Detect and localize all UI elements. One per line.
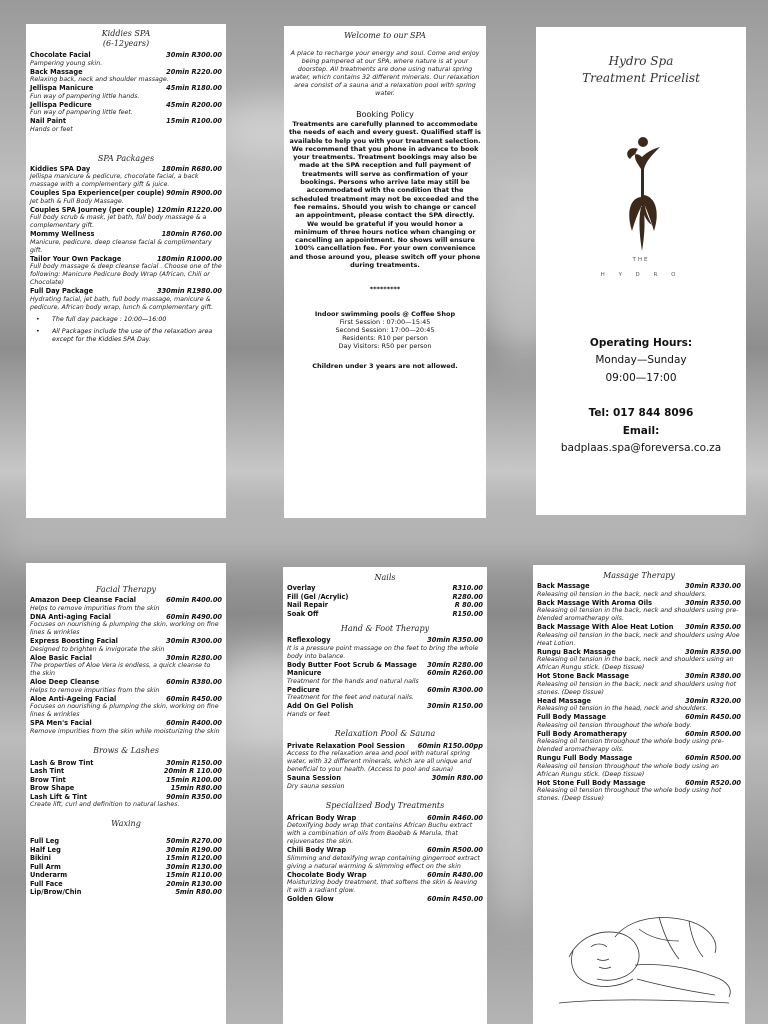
treatment-desc: Dry sauna session [287, 782, 345, 790]
price-row [30, 165, 222, 174]
treatment-name: Rungu Full Body Massage [537, 754, 633, 762]
treatment-name: Brow Shape [30, 784, 75, 792]
treatment-desc: Access to the relaxation area and pool with natural spring water, with 32 different minerals, which are all unique and beneficial to your health. (Access to pool and sauna) [287, 750, 472, 773]
price-row [287, 669, 483, 678]
treatment-price: 60min R450.00 [427, 895, 483, 903]
price-row [30, 84, 222, 93]
treatment-name: Overlay [287, 584, 316, 592]
price-row [30, 678, 222, 687]
treatment-name: Brow Tint [30, 775, 66, 784]
price-row [287, 871, 483, 880]
price-row [30, 880, 222, 889]
treatment-price: 30min R330.00 [685, 582, 741, 590]
price-row [287, 610, 483, 619]
price-row [30, 255, 222, 264]
treatment-price: 180min R680.00 [161, 164, 222, 173]
kiddies-packages-panel [26, 24, 226, 518]
treatment-name: Aloe Basic Facial [30, 653, 92, 662]
treatment-name: Soak Off [287, 609, 319, 618]
treatment-name: Underarm [30, 871, 68, 879]
treatment-price: 60min R300.00 [427, 685, 483, 694]
price-row [30, 784, 222, 793]
treatment-price: 30min R300.00 [166, 637, 222, 645]
facial-panel [26, 563, 226, 1024]
treatment-price: 30min R350.00 [427, 636, 483, 644]
hydro-logo-icon [622, 135, 662, 253]
treatment-name: Back Massage With Aroma Oils [537, 598, 653, 607]
pools-line: Residents: R10 per person [342, 333, 428, 342]
cover-panel [536, 27, 746, 515]
treatment-name: Jellispa Manicure [30, 84, 94, 92]
treatment-name: Lip/Brow/Chin [30, 888, 82, 896]
treatment-name: Golden Glow [287, 895, 334, 903]
treatment-desc: Releasing oil tension in the back, neck and shoulders. [537, 590, 707, 598]
treatment-desc: Hydrating facial, jet bath, full body massage, manicure & pedicure, African body wrap, lunch & complementary gift. [30, 295, 214, 311]
treatment-name: Full Body Massage [537, 713, 607, 721]
price-row [30, 230, 222, 239]
treatment-name: Lash & Brow Tint [30, 758, 94, 767]
treatment-name: Pedicure [287, 685, 320, 694]
price-row [287, 814, 483, 823]
treatment-name: Nail Paint [30, 117, 66, 125]
price-row [537, 754, 741, 763]
treatment-name: Full Face [30, 879, 63, 888]
treatment-price: 15min R100.00 [166, 117, 222, 125]
waxing-heading: Waxing [111, 819, 141, 828]
treatment-name: Jellispa Pedicure [30, 100, 92, 109]
booking-text: Treatments are carefully planned to accommodate the needs of each and every guest. Qualified staff is available to help you with your treatment selection. We recommend that you phone in advance to book your treatments. Treatment bookings may also be made at the SPA reception and full payment of treatments will serve as confirmation of your bookings. Persons who arrive late may still be accommodated with the condition that the scheduled treatment may not be exceeded and the fee remains. Should you wish to change or cancel an appointment, please contact the SPA directly. We would be grateful if you would honor a minimum of three hours notice when changing or cancelling an appointment. No shows will ensure 100% cancellation fee. For your own convenience and those around you, please switch off your phone during treatments. [289, 120, 481, 270]
treatment-price: 45min R200.00 [166, 100, 222, 109]
massage-sketch-icon [539, 907, 739, 1019]
treatment-price: 60min R490.00 [166, 612, 222, 621]
treatment-price: 30min R150.00 [166, 758, 222, 767]
price-row [537, 582, 741, 591]
price-row [287, 584, 483, 593]
treatment-price: 60min R520.00 [685, 778, 741, 787]
treatment-price: 15min R110.00 [166, 871, 222, 879]
pools-line: First Session : 07:00—15:45 [339, 317, 431, 326]
treatment-desc: It is a pressure point massage on the feet to bring the whole body into balance. [287, 644, 479, 660]
pools-heading: Indoor swimming pools @ Coffee Shop [314, 309, 456, 318]
treatment-name: African Body Wrap [287, 813, 357, 822]
price-row [537, 623, 741, 632]
bullet-item: • The full day package : 10:00—16:00 [36, 315, 167, 323]
price-row [537, 672, 741, 681]
brows-desc: Create lift, curl and definition to natural lashes. [30, 801, 180, 808]
treatment-price: 60min R500.00 [685, 729, 741, 738]
price-row [30, 776, 222, 785]
treatment-name: Full Body Aromatherapy [537, 729, 627, 738]
cover-title-line2: Treatment Pricelist [582, 71, 700, 85]
price-row [287, 895, 483, 904]
welcome-text: A place to recharge your energy and soul. Come and enjoy being pampered at our SPA, where nature is at your doorstep. All treatments are done using natural spring water, which contains 32 different minerals. Our relaxation area consist of a sauna and a relaxation pool with spring water. [290, 49, 480, 97]
treatment-price: 5min R80.00 [175, 888, 222, 896]
treatment-desc: Slimming and detoxifying wrap containing gingerroot extract giving a natural warming & slimming effect on the skin [287, 854, 480, 870]
treatment-desc: Releasing oil tension throughout the whole body. [537, 721, 692, 729]
treatment-price: 30min R190.00 [166, 845, 222, 854]
price-row [30, 854, 222, 863]
price-row [30, 613, 222, 622]
treatment-name: Kiddies SPA Day [30, 164, 91, 173]
treatment-desc: The properties of Aloe Vera is endless, a quick cleanse to the skin [30, 662, 211, 677]
treatment-name: Full Arm [30, 862, 61, 871]
price-row [30, 837, 222, 846]
price-row [30, 68, 222, 77]
treatment-desc: Treatment for the hands and natural nails [287, 677, 419, 685]
logo-word: THE [632, 257, 650, 263]
treatment-price: 60min R400.00 [166, 719, 222, 727]
treatment-desc: Full body massage & deep cleanse facial . Choose one of the following: Manicure Pedicure Body Wrap (African, Chili or Chocolate) [30, 263, 222, 286]
hours-days: Monday—Sunday [595, 354, 687, 366]
treatment-desc: Treatment for the feet and natural nails. [287, 694, 415, 701]
body-heading: Specialized Body Treatments [325, 800, 445, 810]
treatment-price: 90min R350.00 [166, 792, 222, 801]
treatment-desc: Focuses on nourishing & plumping the skin, working on fine lines & wrinkles [30, 703, 219, 718]
treatment-name: Chocolate Facial [30, 51, 91, 59]
treatment-price: 30min R280.00 [166, 653, 222, 662]
price-row [537, 648, 741, 657]
logo-sub: H Y D R O [600, 272, 682, 278]
price-row [30, 863, 222, 872]
treatment-desc: Releasing oil tension throughout the whole body using hot stones. (Deep tissue) [537, 787, 722, 802]
price-row [30, 596, 222, 605]
price-row [30, 759, 222, 768]
treatment-name: DNA Anti-aging Facial [30, 612, 111, 621]
price-row [30, 654, 222, 663]
price-row [287, 686, 483, 695]
treatment-price: 60min R480.00 [427, 870, 483, 879]
treatment-desc: Releasing oil tension throughout the whole body using pre-blended aromatherapy oils. [537, 738, 724, 753]
price-row [287, 661, 483, 670]
price-row [287, 846, 483, 855]
price-row [287, 593, 483, 602]
treatment-name: Body Butter Foot Scrub & Massage [287, 660, 417, 669]
treatment-price: 30min R280.00 [427, 660, 483, 669]
treatment-desc: Pampering young skin. [30, 59, 103, 67]
booking-heading: Booking Policy [356, 110, 414, 119]
treatment-price: R 80.00 [454, 601, 483, 609]
treatment-desc: Relaxing back, neck and shoulder massage. [30, 76, 169, 83]
treatment-name: Rungu Back Massage [537, 647, 616, 656]
treatment-name: Full Leg [30, 837, 60, 845]
price-row [30, 871, 222, 880]
kiddies-heading: Kiddies SPA [101, 29, 151, 38]
treatment-desc: Hands or feet [30, 125, 73, 133]
treatment-desc: Fun way of pampering little hands. [30, 92, 140, 100]
treatment-name: Sauna Session [287, 774, 341, 782]
treatment-price: 60min R260.00 [427, 669, 483, 677]
price-row [30, 767, 222, 776]
pools-line: Second Session: 17:00—20:45 [335, 325, 435, 334]
treatment-name: SPA Men's Facial [30, 719, 92, 727]
treatment-price: R280.00 [452, 592, 483, 601]
treatment-price: 20min R 110.00 [163, 767, 222, 775]
nails-heading: Nails [374, 573, 396, 582]
treatment-price: 180min R760.00 [161, 230, 222, 238]
treatment-price: 15min R80.00 [170, 784, 222, 792]
kiddies-subheading: (6-12years) [102, 39, 150, 48]
treatment-price: 60min R460.00 [427, 813, 483, 822]
divider: ********* [369, 285, 401, 294]
price-row [30, 206, 222, 215]
treatment-name: Aloe Deep Cleanse [30, 678, 100, 686]
treatment-name: Couples Spa Experience(per couple) [30, 189, 165, 197]
treatment-desc: Releasing oil tension in the back, neck and shoulders using an African Rungu stick. (Deep tissue) [537, 656, 734, 671]
treatment-price: 180min R1000.00 [157, 254, 222, 263]
pools-line: Day Visitors: R50 per person [338, 341, 432, 350]
treatment-price: 30min R320.00 [685, 696, 741, 705]
price-row [287, 601, 483, 610]
packages-heading: SPA Packages [97, 153, 155, 163]
price-row [537, 730, 741, 739]
treatment-desc: Moisturizing body treatment, that softens the skin & leaving it with a radiant glow. [287, 879, 478, 894]
treatment-name: Back Massage [537, 582, 590, 590]
treatment-price: 60min R500.00 [685, 754, 741, 762]
price-row [30, 793, 222, 802]
treatment-name: Add On Gel Polish [287, 702, 354, 710]
treatment-desc: Releasing oil tension in the back, neck and shoulders using pre-blended aromatherapy oils. [537, 607, 739, 622]
bullet-item: • All Packages include the use of the relaxation area except for the Kiddies SPA Day. [36, 327, 213, 343]
treatment-price: 60min R450.00 [166, 694, 222, 703]
treatment-price: 60min R450.00 [685, 713, 741, 721]
treatment-name: Back Massage [30, 67, 83, 76]
treatment-name: Lash Lift & Tint [30, 792, 87, 801]
massage-panel [533, 565, 745, 1024]
treatment-name: Chocolate Body Wrap [287, 870, 367, 879]
nails-panel [283, 567, 487, 1024]
treatment-desc: Full body scrub & mask, jet bath, full body massage & a complementary gift. [30, 214, 207, 229]
price-row [30, 51, 222, 60]
price-row [30, 637, 222, 646]
treatment-name: Full Day Package [30, 287, 94, 295]
price-row [30, 888, 222, 897]
treatment-name: Amazon Deep Cleanse Facial [30, 596, 137, 604]
booking-panel [284, 26, 486, 518]
treatment-name: Manicure [287, 669, 322, 677]
treatment-desc: Jellispa manicure & pedicure, chocolate facial, a back massage with a complementary gift & juice. [30, 173, 199, 188]
treatment-name: Private Relaxation Pool Session [287, 741, 405, 750]
treatment-price: R150.00 [452, 609, 483, 618]
treatment-name: Tailor Your Own Package [30, 254, 122, 263]
treatment-name: Chili Body Wrap [287, 846, 347, 854]
treatment-price: 60min R400.00 [166, 596, 222, 604]
treatment-price: 330min R1980.00 [157, 287, 222, 295]
treatment-price: 30min R350.00 [685, 598, 741, 607]
treatment-price: 60min R500.00 [427, 846, 483, 854]
treatment-desc: Remove impurities from the skin while moisturizing the skin [30, 727, 220, 735]
email-label: Email: [622, 425, 660, 437]
treatment-name: Reflexology [287, 636, 331, 644]
treatment-desc: Releasing oil tension throughout the whole body using an African Rungu stick. (Deep tissue) [537, 762, 719, 778]
treatment-desc: Helps to remove impurities from the skin [30, 686, 160, 694]
price-row [30, 287, 222, 296]
treatment-desc: Releasing oil tension in the back, neck and shoulders using Aloe Heat Lotion. [537, 631, 740, 647]
treatment-name: Express Boosting Facial [30, 637, 118, 645]
massage-heading: Massage Therapy [603, 571, 675, 580]
treatment-name: Aloe Anti-Ageing Facial [30, 694, 117, 703]
treatment-price: 15min R120.00 [166, 854, 222, 862]
treatment-price: 20min R130.00 [166, 879, 222, 888]
treatment-name: Hot Stone Back Massage [537, 672, 629, 680]
price-row [287, 636, 483, 645]
relaxation-heading: Relaxation Pool & Sauna [334, 728, 436, 738]
price-row [30, 846, 222, 855]
price-row [287, 702, 483, 711]
treatment-name: Head Massage [537, 696, 591, 705]
price-row [30, 719, 222, 728]
treatment-price: 120min R1220.00 [157, 205, 222, 214]
pools-note: Children under 3 years are not allowed. [312, 361, 458, 370]
treatment-price: 30min R80.00 [431, 774, 483, 782]
treatment-price: 30min R150.00 [427, 702, 483, 710]
treatment-name: Back Massage With Aloe Heat Lotion [537, 623, 674, 631]
price-row [537, 779, 741, 788]
price-row [30, 189, 222, 198]
treatment-desc: Manicure, pedicure, deep cleanse facial & complimentary gift. [30, 238, 212, 254]
price-row [537, 713, 741, 722]
treatment-name: Lash Tint [30, 767, 65, 775]
treatment-name: Couples SPA Journey (per couple) [30, 205, 155, 214]
price-row [30, 101, 222, 110]
treatment-price: 90min R900.00 [166, 189, 222, 197]
treatment-name: Mommy Wellness [30, 230, 95, 238]
tel: Tel: 017 844 8096 [588, 407, 694, 419]
treatment-price: 30min R300.00 [166, 51, 222, 59]
hours-time: 09:00—17:00 [605, 372, 677, 384]
treatment-price: 30min R350.00 [685, 647, 741, 656]
treatment-price: 20min R220.00 [166, 67, 222, 76]
treatment-price: 15min R100.00 [166, 775, 222, 784]
treatment-desc: Designed to brighten & invigorate the skin [30, 645, 165, 653]
brows-heading: Brows & Lashes [93, 745, 159, 755]
treatment-desc: Releasing oil tension in the head, neck and shoulders. [537, 705, 708, 712]
treatment-desc: Jet bath & Full Body Massage. [30, 197, 124, 205]
treatment-desc: Hands or feet [287, 710, 330, 718]
hours-heading: Operating Hours: [589, 337, 693, 349]
facial-heading: Facial Therapy [95, 585, 157, 594]
treatment-desc: Helps to remove impurities from the skin [30, 604, 160, 612]
welcome-heading: Welcome to our SPA [344, 31, 426, 40]
treatment-name: Fill (Gel /Acrylic) [287, 592, 349, 601]
treatment-name: Nail Repair [287, 601, 329, 609]
price-row [287, 742, 483, 751]
treatment-name: Half Leg [30, 845, 61, 854]
cover-title-line1: Hydro Spa [608, 54, 674, 68]
treatment-price: 30min R380.00 [685, 672, 741, 680]
email-address: badplaas.spa@foreversa.co.za [560, 442, 722, 454]
treatment-price: 30min R130.00 [166, 862, 222, 871]
treatment-price: 60min R150.00pp [417, 741, 483, 750]
treatment-desc: Fun way of pampering little feet. [30, 109, 133, 116]
treatment-name: Hot Stone Full Body Massage [537, 778, 646, 787]
treatment-desc: Detoxifying body wrap that contains African Buchu extract with a combination of oils from Baobab & Marula, that rejuvenates the skin. [287, 822, 473, 845]
price-row [537, 697, 741, 706]
price-row [287, 774, 483, 783]
treatment-desc: Focuses on nourishing & plumping the skin, working on fine lines & wrinkles [30, 621, 219, 636]
treatment-price: 30min R350.00 [685, 623, 741, 631]
price-row [30, 117, 222, 126]
treatment-price: 60min R380.00 [166, 678, 222, 686]
treatment-price: 45min R180.00 [166, 84, 222, 92]
treatment-price: R310.00 [452, 584, 483, 592]
price-row [537, 599, 741, 608]
treatment-name: Bikini [30, 854, 51, 862]
price-row [30, 695, 222, 704]
treatment-desc: Releasing oil tension in the back, neck and shoulders using hot stones. (Deep tissue) [537, 680, 737, 696]
handfoot-heading: Hand & Foot Therapy [340, 624, 430, 633]
treatment-price: 50min R270.00 [166, 837, 222, 845]
